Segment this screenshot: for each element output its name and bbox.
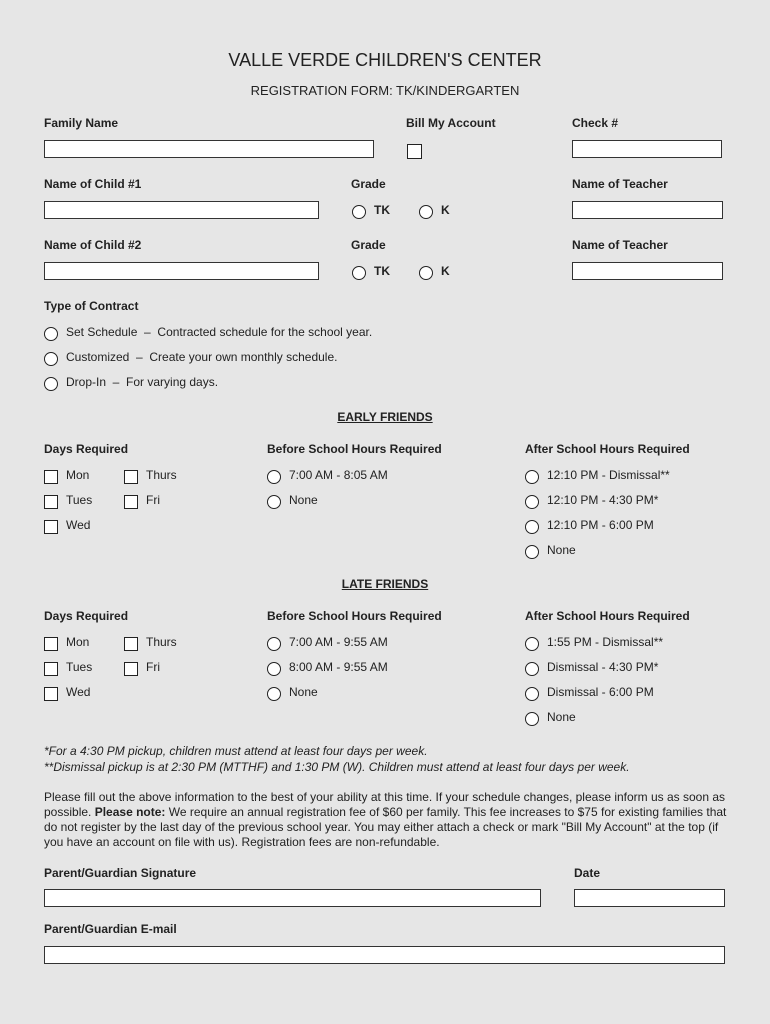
child2-label: Name of Child #2 [44, 238, 142, 252]
late-day-fri-label: Fri [146, 660, 160, 674]
instructions-paragraph [44, 790, 730, 850]
child2-teacher-input[interactable] [572, 262, 723, 280]
child2-grade-label: Grade [351, 238, 386, 252]
late-day-thurs-label: Thurs [146, 635, 177, 649]
early-day-tues-checkbox[interactable] [44, 495, 58, 509]
early-day-tues-label: Tues [66, 493, 93, 507]
child1-grade-label: Grade [351, 177, 386, 191]
contract-type-label: Type of Contract [44, 299, 139, 313]
contract-customized-name: Customized [66, 350, 130, 364]
late-before-none-radio[interactable] [267, 687, 281, 701]
late-before-option-label: 7:00 AM - 9:55 AM [289, 635, 388, 649]
early-after-option-label: 12:10 PM - 6:00 PM [547, 518, 654, 532]
contract-customized-desc: Create your own monthly schedule. [149, 350, 338, 364]
late-day-tues-label: Tues [66, 660, 93, 674]
late-after-none-radio[interactable] [525, 712, 539, 726]
early-before-option-radio[interactable] [267, 470, 281, 484]
note-four-days: *For a 4:30 PM pickup, children must attend at least four days per week. [44, 744, 428, 758]
late-day-mon-label: Mon [66, 635, 90, 649]
email-input[interactable] [44, 946, 725, 964]
child1-grade-k-label: K [441, 203, 450, 217]
child2-grade-k-label: K [441, 264, 450, 278]
child2-teacher-label: Name of Teacher [572, 238, 668, 252]
early-after-none-radio[interactable] [525, 545, 539, 559]
early-day-thurs-label: Thurs [146, 468, 177, 482]
late-day-fri-checkbox[interactable] [124, 662, 138, 676]
bill-my-account-checkbox[interactable] [407, 144, 422, 159]
late-after-option-radio[interactable] [525, 687, 539, 701]
late-days-heading: Days Required [44, 609, 129, 623]
contract-drop-in-radio[interactable] [44, 377, 58, 391]
late-after-option-radio[interactable] [525, 662, 539, 676]
child1-teacher-input[interactable] [572, 201, 723, 219]
late-day-wed-checkbox[interactable] [44, 687, 58, 701]
early-day-thurs-checkbox[interactable] [124, 470, 138, 484]
family-name-input[interactable] [44, 140, 374, 158]
late-before-none-label: None [289, 685, 318, 699]
signature-label: Parent/Guardian Signature [44, 866, 197, 880]
early-day-wed-checkbox[interactable] [44, 520, 58, 534]
early-day-fri-checkbox[interactable] [124, 495, 138, 509]
late-day-wed-label: Wed [66, 685, 91, 699]
late-day-mon-checkbox[interactable] [44, 637, 58, 651]
date-label: Date [574, 866, 601, 880]
late-before-option-label: 8:00 AM - 9:55 AM [289, 660, 388, 674]
early-before-none-radio[interactable] [267, 495, 281, 509]
child2-grade-tk-label: TK [374, 264, 390, 278]
early-day-mon-label: Mon [66, 468, 90, 482]
early-friends-heading: EARLY FRIENDS [337, 410, 433, 424]
child1-label: Name of Child #1 [44, 177, 142, 191]
late-day-tues-checkbox[interactable] [44, 662, 58, 676]
early-after-none-label: None [547, 543, 576, 557]
contract-drop-in-option: Drop-In – For varying days. [66, 375, 219, 389]
child1-grade-tk-radio[interactable] [352, 205, 366, 219]
contract-drop-in-desc: For varying days. [126, 375, 219, 389]
instructions-part1: Please fill out the above information to the best of your ability at this time. If your schedule changes, please inform us as soon as possible. [44, 790, 726, 819]
early-before-option-label: 7:00 AM - 8:05 AM [289, 468, 388, 482]
form-subtitle: REGISTRATION FORM: TK/KINDERGARTEN [250, 83, 520, 98]
late-after-option-label: Dismissal - 4:30 PM* [547, 660, 659, 674]
child1-grade-k-radio[interactable] [419, 205, 433, 219]
child1-grade-tk-label: TK [374, 203, 390, 217]
contract-drop-in-name: Drop-In [66, 375, 107, 389]
early-before-none-label: None [289, 493, 318, 507]
note-dismissal: **Dismissal pickup is at 2:30 PM (MTTHF) and 1:30 PM (W). Children must attend at least four days per week. [44, 760, 630, 774]
late-after-option-radio[interactable] [525, 637, 539, 651]
early-days-heading: Days Required [44, 442, 129, 456]
early-after-option-label: 12:10 PM - Dismissal** [547, 468, 670, 482]
late-after-heading: After School Hours Required [525, 609, 690, 623]
instructions-please-note: Please note: [94, 805, 166, 819]
contract-set-schedule-option: Set Schedule – Contracted schedule for the school year. [66, 325, 373, 339]
child2-name-input[interactable] [44, 262, 319, 280]
contract-set-schedule-radio[interactable] [44, 327, 58, 341]
family-name-label: Family Name [44, 116, 119, 130]
contract-set-schedule-desc: Contracted schedule for the school year. [157, 325, 373, 339]
check-number-input[interactable] [572, 140, 722, 158]
form-title: VALLE VERDE CHILDREN'S CENTER [228, 50, 542, 70]
email-label: Parent/Guardian E-mail [44, 922, 177, 936]
child1-name-input[interactable] [44, 201, 319, 219]
check-number-label: Check # [572, 116, 619, 130]
contract-customized-option: Customized – Create your own monthly schedule. [66, 350, 338, 364]
instructions-part2: We require an annual registration fee of $60 per family. This fee increases to $75 for existing families that do not register by the last day of the previous school year. You may either attach a check or mark "Bill My Account" at the top (if you have an account on file with us). Registration fees are non-refundable. [44, 805, 727, 849]
child2-grade-tk-radio[interactable] [352, 266, 366, 280]
early-day-mon-checkbox[interactable] [44, 470, 58, 484]
early-after-option-radio[interactable] [525, 470, 539, 484]
child2-grade-k-radio[interactable] [419, 266, 433, 280]
contract-set-schedule-name: Set Schedule [66, 325, 138, 339]
contract-customized-radio[interactable] [44, 352, 58, 366]
early-day-wed-label: Wed [66, 518, 91, 532]
late-before-option-radio[interactable] [267, 637, 281, 651]
child1-teacher-label: Name of Teacher [572, 177, 668, 191]
late-before-heading: Before School Hours Required [267, 609, 442, 623]
bill-my-account-label: Bill My Account [406, 116, 496, 130]
late-friends-heading: LATE FRIENDS [341, 577, 429, 591]
late-after-option-label: Dismissal - 6:00 PM [547, 685, 654, 699]
signature-input[interactable] [44, 889, 541, 907]
late-after-none-label: None [547, 710, 576, 724]
date-input[interactable] [574, 889, 725, 907]
late-before-option-radio[interactable] [267, 662, 281, 676]
early-day-fri-label: Fri [146, 493, 160, 507]
early-after-option-label: 12:10 PM - 4:30 PM* [547, 493, 659, 507]
late-day-thurs-checkbox[interactable] [124, 637, 138, 651]
early-after-heading: After School Hours Required [525, 442, 690, 456]
late-after-option-label: 1:55 PM - Dismissal** [547, 635, 664, 649]
early-before-heading: Before School Hours Required [267, 442, 442, 456]
early-after-option-radio[interactable] [525, 495, 539, 509]
early-after-option-radio[interactable] [525, 520, 539, 534]
